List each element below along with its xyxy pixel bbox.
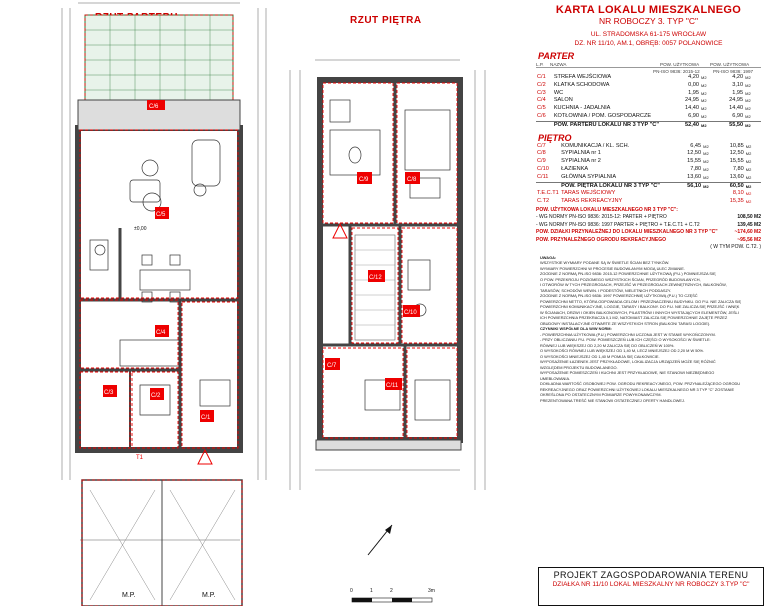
- note-line: UWAGA:: [540, 254, 557, 260]
- table-row: C/11 GŁÓWNA SYPIALNIA 13,60 M2 13,60 M2: [537, 173, 752, 180]
- tag-floor-3: C/12: [369, 275, 382, 281]
- note-line: REKREACYJNEGO ORAZ POWIERZCHNI UŻYTKOWEJ LOKALU MIESZKALNEGO NR 3 TYP "C" ZOSTANIE: [540, 386, 735, 392]
- scale-label-1: 1: [370, 588, 373, 594]
- pietro-table: [536, 143, 761, 206]
- tag-floor-2: C/10: [404, 310, 417, 316]
- table-row: C/9 SYPIALNIA nr 2 15,55 M2 15,55 M2: [537, 158, 752, 165]
- parking-label-1: M.P.: [122, 592, 136, 599]
- totals-line-1: - WG NORMY PN-ISO 9836: 2015-12: PARTER + PIĘTRO: [536, 214, 667, 221]
- note-line: OKREŚLONA PO OSTATECZNYM POMIARZE POWYKONAWCZYM.: [540, 392, 662, 398]
- terrace-tag: T1: [136, 455, 144, 461]
- table-row: C/8 SYPIALNIA nr 1 12,50 M2 12,50 M2: [537, 150, 752, 157]
- note-line: WZGLĘDEM PROJEKTU BUDOWLANEGO.: [540, 364, 618, 370]
- parking-area: [82, 480, 242, 606]
- note-line: TARASÓW, SCHODÓW WEWN. I PODESTÓW, NIELETNICH PODDASZY.: [540, 287, 672, 293]
- garden-note: ( W TYM POW. C.T2. ): [710, 244, 761, 251]
- tag-ground-2: C/4: [156, 330, 166, 336]
- sheet-title: KARTA LOKALU MIESZKALNEGO: [555, 4, 742, 16]
- note-line: ZGODNIE Z NORMĄ PN-ISO 9836: 2015-12 POWIERZCHNIE UŻYTKOWĄ (P.U.) POMNIEJSZA SIĘ: [540, 271, 716, 277]
- plot-area-label: POW. DZIAŁKI PRZYNALEŻNEJ DO LOKALU MIESZKALNEGO NR 3 TYP "C": [536, 229, 718, 236]
- scale-bar: [352, 598, 432, 602]
- col-std2: PN-ISO 9836: 1997: [713, 69, 754, 74]
- col-lp: L.P.: [536, 62, 544, 67]
- sheet-subtitle: NR ROBOCZY 3. TYP "C": [598, 16, 699, 26]
- col-std1: PN-ISO 9836: 2015-12: [653, 69, 700, 74]
- note-line: POWIERZCHNI KOMUNIKACYJNE, LOGGIE, TARASY I BALKONY. DO P.U. NIE ZALICZA SIĘ PRZEJŚĆ I WNĘK: [540, 304, 740, 310]
- col-area1: POW. UŻYTKOWA: [660, 62, 700, 67]
- totals-line-1-value: 108,50 M2: [737, 214, 761, 221]
- tag-ground-5: C/1: [201, 415, 211, 421]
- tag-ground-0: C/6: [149, 104, 159, 110]
- scale-label-2: 2: [390, 588, 393, 594]
- project-box: [538, 567, 764, 606]
- note-line: I OTWORÓW W TYCH PRZEGRODACH, PRZEJŚĆ W PRZEGRODACH ZEWNĘTRZNYCH, BALKONÓW,: [540, 282, 727, 288]
- note-line: ZGODNIE Z NORMĄ PN-ISO 9836: 1997 POWIERZCHNIĘ UŻYTKOWĄ (P.U.) TO CZĘŚĆ: [540, 293, 698, 299]
- parter-table: [536, 74, 761, 130]
- tag-floor-0: C/9: [359, 177, 369, 183]
- scale-label-3: 3m: [428, 588, 435, 594]
- note-line: WYMIARY POWIERZCHNI W PROCESIE BUDOWLANYM MOGĄ ULEC ZMIANIE.: [540, 265, 685, 271]
- note-line: DOKŁADNA WARTOŚĆ OSOBOWEJ POW. OGRODU REKREACYJNEGO, POW. PRZYNALEŻĄCEGO OGRODU: [540, 381, 741, 387]
- ground-red-outlines: [80, 130, 238, 448]
- ground-floor-mark: ±0,00: [134, 226, 147, 232]
- note-line: WSZYSTKIE WYMIARY PODANE SĄ W ŚWIETLE ŚCIAN BEZ TYNKÓW.: [540, 260, 670, 266]
- note-line: WYPOSAŻENIE ŁAZIENEK JEST PRZYKŁADOWE, LOKALIZACJA URZĄDZEŃ MOŻE SIĘ RÓŻNIĆ: [540, 359, 716, 365]
- notes-block: [540, 255, 759, 404]
- note-line: W ŚCIANACH, DRZWI I OKIEN BALKONOWYCH, PILASTRÓW I INNYCH WYSTAJĄCYCH ELEMENTÓW, JEŚLI: [540, 309, 739, 315]
- parter-heading: PARTER: [538, 51, 575, 61]
- garden-area-label: POW. PRZYNALEŻNEGO OGRODU REKREACYJNEGO: [536, 236, 667, 243]
- project-title: PROJEKT ZAGOSPODAROWANIA TERENU: [553, 570, 749, 580]
- parter-sum-row: POW. PARTERU LOKALU NR 3 TYP "C" 52,40 M2 55,50 M2: [536, 121, 761, 129]
- tag-ground-3: C/3: [104, 390, 114, 396]
- totals-heading: POW. UŻYTKOWA LOKALU MIESZKALNEGO NR 3 TYP "C":: [536, 206, 678, 213]
- project-subtitle: DZIAŁKA NR 11/10 LOKAL MIESZKALNY NR ROBOCZY 3.TYP "C": [552, 581, 750, 588]
- terrace-row: C.T2 TARAS REKREACYJNY 15,35 M2: [537, 198, 752, 205]
- parking-label-2: M.P.: [202, 592, 216, 599]
- tag-floor-4: C/11: [386, 383, 399, 389]
- plot-area-value: ~174,60 M2: [734, 229, 761, 236]
- tag-floor-1: C/8: [407, 177, 417, 183]
- tag-floor-5: C/7: [327, 363, 337, 369]
- note-line: UMEBLOWANIA.: [540, 375, 571, 381]
- north-arrow-icon: [368, 525, 392, 555]
- note-line: OBUDOWY INSTALACYJNE OTWARTE ZE WSZYSTKICH STRON (BALKON/ TARAS/ LOGGIE).: [540, 320, 711, 326]
- floor-furniture: [330, 100, 450, 420]
- ground-terrace: [85, 15, 233, 100]
- scale-label-0: 0: [350, 588, 353, 594]
- column-headers: [536, 62, 761, 68]
- totals-line-2: - WG NORMY PN-ISO 9836: 1997 PARTER + PIĘTRO + T.E.C.T1 + C.T2: [536, 221, 700, 228]
- floor-plan-title: RZUT PIĘTRA: [350, 15, 422, 26]
- note-line: O WYSOKOŚCI MNIEJSZEJ OD 1,40 M POMIJA SIĘ CAŁKOWICIE.: [540, 353, 660, 359]
- address-line-1: UL. STRADOMSKA 61-175 WROCŁAW: [590, 31, 707, 38]
- address-line-2: DZ. NR 11/10, AM.1, OBRĘB: 0057 POLANOWICE: [574, 40, 723, 47]
- floor-walls: [316, 80, 461, 450]
- table-row: C/5 KUCHNIA - JADALNIA 14,40 M2 14,40 M2: [537, 105, 751, 112]
- col-area2: POW. UŻYTKOWA: [710, 62, 750, 67]
- totals-block: [536, 207, 761, 252]
- table-row: C/7 KOMUNIKACJA / KL. SCH. 6,45 M2 10,85 M2: [537, 142, 752, 149]
- note-line: - PRZY OBLICZANIU P.U. POW. POMIESZCZEŃ LUB ICH CZĘŚCI O WYSOKOŚCI W ŚWIETLE:: [540, 337, 711, 343]
- note-line: RÓWNEJ LUB WIĘKSZEJ OD 2,20 M ZALICZA SIĘ DO OBLICZEŃ W 100%.: [540, 342, 675, 348]
- note-line: O POW. PRZEKROJU POZIOMEGO WSZYSTKICH ŚCIAN, PRZEGRÓD BUDOWLANYCH,: [540, 276, 701, 282]
- totals-line-2-value: 139,45 M2: [737, 221, 761, 228]
- tag-ground-4: C/2: [151, 393, 161, 399]
- info-sheet: [530, 0, 767, 606]
- note-line: PREZENTOWANA TREŚĆ NIE STANOWI OSTATECZNEJ OFERTY HANDLOWEJ.: [540, 397, 686, 403]
- ground-furniture: [90, 140, 230, 415]
- pietro-heading: PIĘTRO: [538, 132, 572, 143]
- table-row: C/4 SALON 24,95 M2 24,95 M2: [537, 97, 751, 104]
- table-row: C/10 ŁAZIENKA 7,80 M2 7,80 M2: [537, 165, 752, 172]
- table-row: C/6 KOTŁOWNIA / POM. GOSPODARCZE 6,90 M2 6,90 M2: [537, 112, 751, 119]
- terrace-row: T.E.C.T1 TARAS WEJŚCIOWY 8,10 M2: [537, 190, 752, 197]
- note-line: ICH POWIERZCHNIA PRZEKRACZA 0,1 M2, NATOMIAST ZALICZA SIĘ POWIERZCHNIE ZAJĘTE PRZEZ: [540, 315, 728, 321]
- note-line: O WYSOKOŚCI RÓWNEJ LUB WIĘKSZEJ OD 1,40 M, LECZ MNIEJSZEJ OD 2,20 M W 50%.: [540, 348, 705, 354]
- table-row: C/2 KLATKA SCHODOWA 0,00 M2 3,10 M2: [537, 81, 751, 88]
- col-name: NAZWA: [550, 62, 567, 67]
- garden-area-value: ~95,56 M2: [737, 236, 761, 243]
- pietro-sum-row: POW. PIĘTRA LOKALU NR 3 TYP "C" 56,10 M2 60,50 M2: [536, 182, 761, 190]
- note-line: WYPOSAŻENIE POMIESZCZEŃ I KUCHNI JEST PRZYKŁADOWE, NIE STANOWI NIEZBĘDNEGO: [540, 370, 715, 376]
- note-line: POWIERZCHNI NETTO, KTÓRA ODPOWIADA CELOM I PRZEZNACZENIU BUDYNKU. DO P.U. NIE ZALICZA SIĘ: [540, 298, 742, 304]
- note-line: CZYNNIKI WSPÓŁNE DLA W/W NORM:: [540, 326, 612, 332]
- table-row: C/3 WC 1,95 M2 1,95 M2: [537, 89, 751, 96]
- tag-ground-1: C/5: [156, 212, 166, 218]
- table-row: C/1 STREFA WEJŚCIOWA 4,20 M2 4,20 M2: [537, 74, 751, 80]
- note-line: - POWIERZCHNIA UŻYTKOWA (P.U.) POWIERZCHNI UCZONA JEST W STANIE WYKOŃCZONYM.: [540, 331, 716, 337]
